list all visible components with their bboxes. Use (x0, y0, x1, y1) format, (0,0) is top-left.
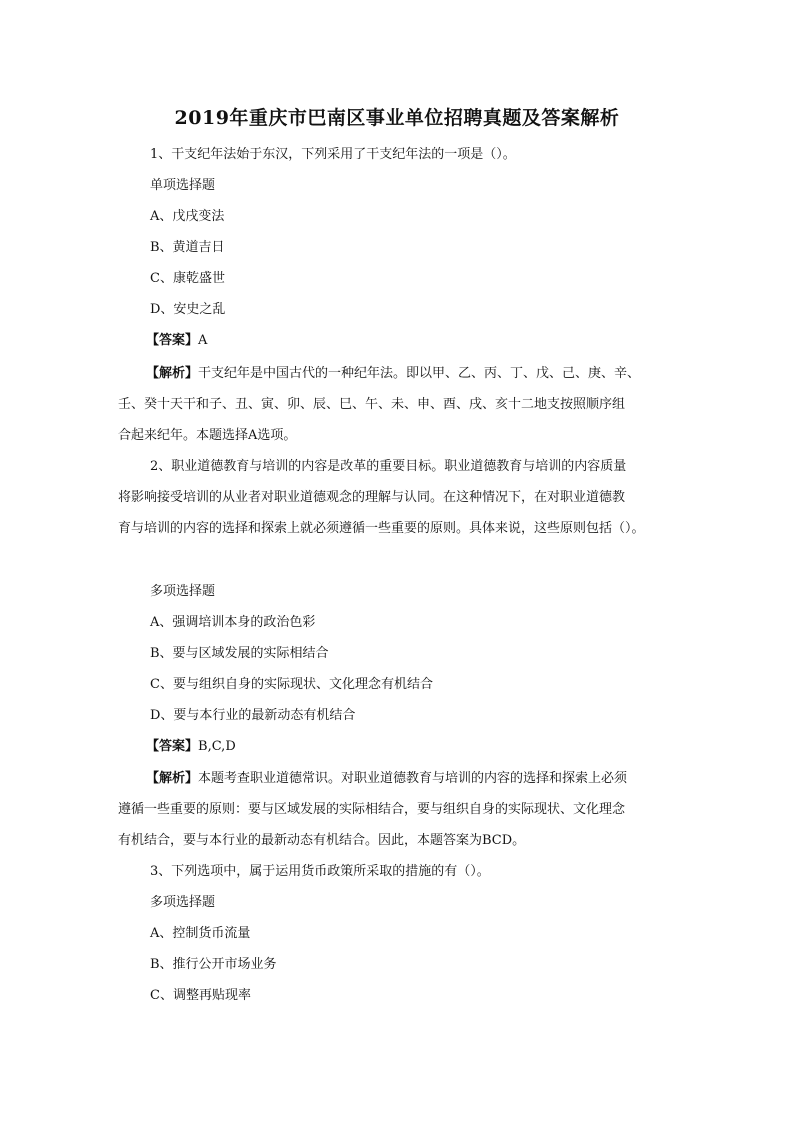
analysis-text: 干支纪年是中国古代的一种纪年法。即以甲、乙、丙、丁、戊、己、庚、辛、 (198, 366, 641, 381)
question-2-option-b: B、要与区域发展的实际相结合 (150, 646, 329, 661)
question-2-stem-line-1: 2、职业道德教育与培训的内容是改革的重要目标。职业道德教育与培训的内容质量 (150, 459, 627, 474)
question-3-option-b: B、推行公开市场业务 (150, 957, 277, 972)
question-2-analysis-line-3: 有机结合，要与本行业的最新动态有机结合。因此，本题答案为BCD。 (118, 833, 526, 848)
document-title: 2019年重庆市巴南区事业单位招聘真题及答案解析 (174, 107, 620, 129)
question-2-stem-line-3: 育与培训的内容的选择和探索上就必须遵循一些重要的原则。具体来说，这些原则包括（）。 (118, 521, 645, 536)
question-1-option-c: C、康乾盛世 (150, 271, 225, 286)
question-1-analysis-line-1 (146, 364, 640, 384)
answer-value: A (198, 333, 208, 348)
question-1-analysis-line-3: 合起来纪年。本题选择A选项。 (118, 428, 297, 443)
answer-label: 【答案】 (146, 333, 199, 348)
question-1-option-a: A、戊戌变法 (150, 209, 225, 224)
analysis-text: 本题考查职业道德常识。对职业道德教育与培训的内容的选择和探索上必须 (198, 771, 628, 786)
question-3-option-c: C、调整再贴现率 (150, 988, 251, 1003)
analysis-label: 【解析】 (146, 366, 199, 381)
question-1-option-b: B、黄道吉日 (150, 240, 225, 255)
question-3-option-a: A、控制货币流量 (150, 926, 251, 941)
analysis-label: 【解析】 (146, 771, 199, 786)
question-3-stem: 3、下列选项中，属于运用货币政策所采取的措施的有（）。 (150, 864, 490, 879)
question-2-option-d: D、要与本行业的最新动态有机结合 (150, 708, 356, 723)
question-3-type: 多项选择题 (150, 895, 216, 910)
answer-value: B,C,D (198, 739, 236, 754)
question-2-answer (146, 737, 236, 757)
question-2-option-a: A、强调培训本身的政治色彩 (150, 615, 316, 630)
question-1-type: 单项选择题 (150, 178, 216, 193)
question-2-option-c: C、要与组织自身的实际现状、文化理念有机结合 (150, 677, 433, 692)
answer-label: 【答案】 (146, 739, 199, 754)
question-2-stem-line-2: 将影响接受培训的从业者对职业道德观念的理解与认同。在这种情况下，在对职业道德教 (118, 490, 626, 505)
question-1-option-d: D、安史之乱 (150, 302, 226, 317)
question-1-stem: 1、干支纪年法始于东汉，下列采用了干支纪年法的一项是（）。 (150, 147, 516, 162)
question-2-analysis-line-1 (146, 769, 627, 789)
question-2-analysis-line-2: 遵循一些重要的原则：要与区域发展的实际相结合，要与组织自身的实际现状、文化理念 (118, 802, 626, 817)
question-2-type: 多项选择题 (150, 584, 216, 599)
question-1-analysis-line-2: 壬、癸十天干和子、丑、寅、卯、辰、巳、午、未、申、酉、戌、亥十二地支按照顺序组 (118, 397, 626, 412)
question-1-answer (146, 331, 207, 351)
